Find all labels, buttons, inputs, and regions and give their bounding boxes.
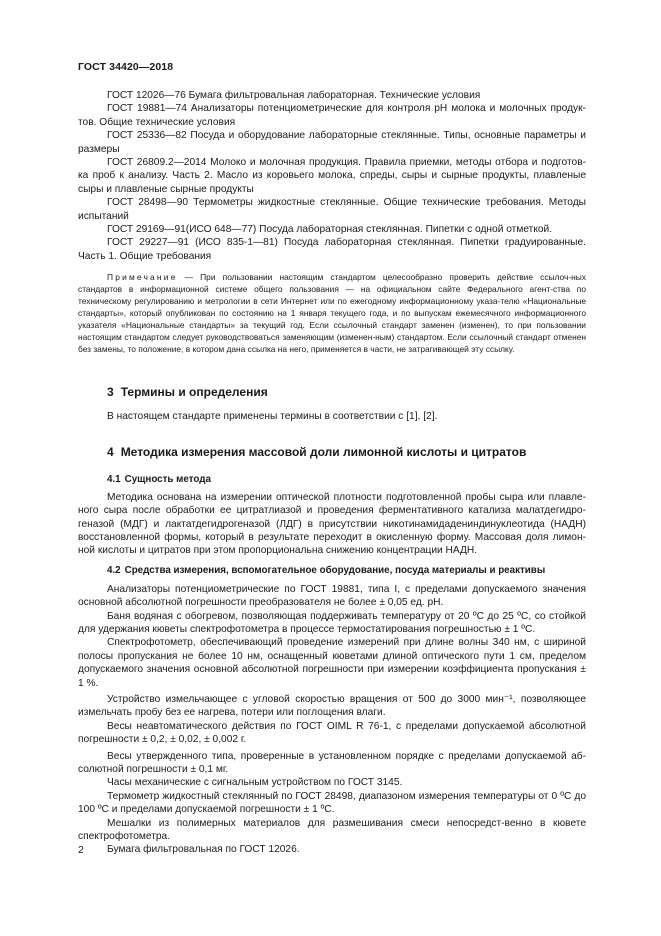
equipment-item: Часы механические с сигнальным устройством по ГОСТ 3145. bbox=[107, 777, 403, 789]
reference-item: ГОСТ 29227—91 (ИСО 835-1—81) Посуда лабораторная стеклянная. Пипетки градуированные. Часть 1. Общие требования bbox=[78, 237, 586, 262]
reference-note bbox=[78, 271, 586, 355]
equipment-item: Баня водяная с обогревом, позволяющая поддерживать температуру от 20 ºС до 25 ºС, со стойкой для удержания кюветы спектрофотометра в процессе термостатирования погрешностью ± 1 ºС. bbox=[78, 610, 586, 635]
subsection-4-2-title: Средства измерения, вспомогательное оборудование, посуда материалы и реактивы bbox=[124, 564, 546, 576]
document-header-title: ГОСТ 34420—2018 bbox=[78, 61, 174, 73]
equipment-item: Весы утвержденного типа, проверенные в установленном порядке с пределами допускаемой аб-солютной погрешности ± 0,1 мг. bbox=[78, 750, 586, 775]
subsection-4-1-number: 4.1 bbox=[107, 473, 121, 485]
normative-references-list bbox=[78, 89, 586, 263]
section-4-number: 4 bbox=[107, 444, 114, 459]
subsection-4-2-heading bbox=[78, 564, 586, 577]
section-4-heading bbox=[78, 444, 586, 460]
reference-item: ГОСТ 28498—90 Термометры жидкостные стеклянные. Общие технические требования. Методы испытаний bbox=[78, 197, 586, 222]
page-content bbox=[78, 89, 586, 857]
equipment-item: Спектрофотометр, обеспечивающий проведение измерений при длине волны 340 нм, с шириной полосы пропускания не более 10 нм, оснащенный кюветами длиной оптического пути 1 см, пределом допускаемого значения основной абсолютной погрешности при измерении коэффициента пропускания ± 1 %. bbox=[78, 637, 586, 689]
subsection-4-1-text: Методика основана на измерении оптической плотности подготовленной пробы сыра или плавле-ного сыра после обработки ее цитратлиазой и проведения ферментативного катализа малатдегидро-геназой (МДГ) и лактатдегидрогеназой (ЛДГ) в присутствии никотинамидадениндинуклеотида (НАДН) восстановленной формы, который в результате переходит в окисленную форму. Массовая доля лимон-ной кислоты и цитратов при этом пропорциональна снижению концентрации НАДН. bbox=[78, 491, 586, 557]
equipment-item: Бумага фильтровальная по ГОСТ 12026. bbox=[107, 844, 300, 856]
subsection-4-1-heading bbox=[78, 473, 586, 486]
section-4-title: Методика измерения массовой доли лимонной кислоты и цитратов bbox=[120, 444, 527, 459]
equipment-item: Весы неавтоматического действия по ГОСТ OIML R 76-1, с пределами допускаемой абсолютной погрешности ± 0,2, ± 0,02, ± 0,002 г. bbox=[78, 720, 586, 746]
section-3-text: В настоящем стандарте применены термины в соответствии с [1], [2]. bbox=[107, 411, 438, 423]
reference-item: ГОСТ 19881—74 Анализаторы потенциометрические для контроля рН молока и молочных продук-тов. Общие технические условия bbox=[78, 103, 586, 128]
note-text: — При пользовании настоящим стандартом целесообразно проверить действие ссылоч-ных стандартов в информационной системе общего пользования — на официальном сайте Федерального агент-ства по техническому регулированию и метрологии в сети Интернет или по ежегодному информационному указа-телю «Национальные стандарты», который опубликован по состоянию на 1 января текущего года, и по выпускам ежемесячного информационного указателя «Национальные стандарты» за текущий год. Если ссылочный стандарт заменен (изменен), то при пользовании настоящим стандартом следует руководствоваться заменяющим (изменен-ным) стандартом. Если ссылочный стандарт отменен без замены, то положение, в котором дана ссылка на него, применяется в части, не затрагивающей эту ссылку. bbox=[78, 272, 586, 355]
reference-item: ГОСТ 25336—82 Посуда и оборудование лабораторные стеклянные. Типы, основные параметры и размеры bbox=[78, 130, 586, 155]
reference-item: ГОСТ 29169—91(ИСО 648—77) Посуда лабораторная стеклянная. Пипетки с одной отметкой. bbox=[107, 224, 553, 236]
reference-item: ГОСТ 26809.2—2014 Молоко и молочная продукция. Правила приемки, методы отбора и подготов-ка проб к анализу. Часть 2. Масло из коровьего молока, спреды, сыры и сырные продукты, плавленые сыры и плавленые сырные продукты bbox=[78, 157, 586, 195]
reference-item: ГОСТ 12026—76 Бумага фильтровальная лабораторная. Технические условия bbox=[107, 90, 481, 101]
equipment-list bbox=[78, 583, 586, 857]
section-3-title: Термины и определения bbox=[120, 385, 268, 400]
page-number: 2 bbox=[78, 844, 84, 856]
section-3-heading bbox=[78, 384, 586, 400]
section-3-number: 3 bbox=[107, 385, 114, 400]
equipment-item: Анализаторы потенциометрические по ГОСТ 19881, типа I, с пределами допускаемого значения основной абсолютной погрешности преобразователя не более ± 0,05 ед. рН. bbox=[78, 583, 586, 609]
note-label: Примечание bbox=[107, 272, 178, 283]
equipment-item: Мешалки из полимерных материалов для размешивания смеси непосредст-венно в кювете спектрофотометра. bbox=[78, 817, 586, 843]
subsection-4-1-title: Сущность метода bbox=[124, 473, 211, 485]
subsection-4-2-number: 4.2 bbox=[107, 564, 121, 576]
equipment-item: Термометр жидкостный стеклянный по ГОСТ 28498, диапазоном измерения температуры от 0 ºС до 100 ºС и пределами допускаемой погрешности ± 1 ºС. bbox=[78, 790, 586, 816]
equipment-item: Устройство измельчающее с угловой скоростью вращения от 500 до 3000 мин⁻¹, позволяющее измельчать пробу без ее нагрева, потери или поглощения влаги. bbox=[78, 693, 586, 719]
